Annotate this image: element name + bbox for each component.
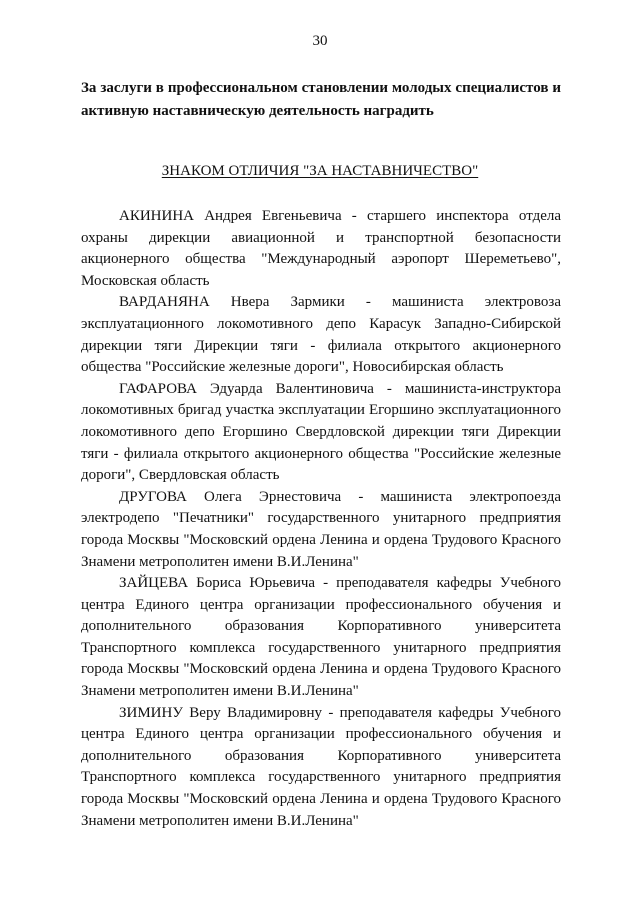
recipient-item: АКИНИНА Андрея Евгеньевича - старшего инспектора отдела охраны дирекции авиационной и транспортной безопасности акционерного общества "Международный аэропорт Шереметьево", Московская область bbox=[81, 208, 561, 289]
recipient-item: ЗАЙЦЕВА Бориса Юрьевича - преподавателя кафедры Учебного центра Единого центра организации профессионального обучения и дополнительного образования Корпоративного университета Транспортного комплекса государственного унитарного предприятия города Москвы "Московский ордена Ленина и ордена Трудового Красного Знамени метрополитен имени В.И.Ленина" bbox=[81, 575, 561, 700]
intro-paragraph: За заслуги в профессиональном становлении молодых специалистов и активную наставническую деятельность наградить bbox=[81, 80, 561, 119]
recipient-item: ЗИМИНУ Веру Владимировну - преподавателя кафедры Учебного центра Единого центра организации профессионального обучения и дополнительного образования Корпоративного университета Транспортного комплекса государственного унитарного предприятия города Москвы "Московский ордена Ленина и ордена Трудового Красного Знамени метрополитен имени В.И.Ленина" bbox=[81, 704, 561, 829]
page-number: 30 bbox=[312, 33, 328, 49]
recipient-item: ДРУГОВА Олега Эрнестовича - машиниста электропоезда электродепо "Печатники" государственного унитарного предприятия города Москвы "Московский ордена Ленина и ордена Трудового Красного Знамени метрополитен имени В.И.Ленина" bbox=[81, 488, 561, 570]
recipient-item: ГАФАРОВА Эдуарда Валентиновича - машиниста-инструктора локомотивных бригад участка эксплуатации Егоршино эксплуатационного локомотивного депо Егоршино Свердловской дирекции тяги Дирекции тяги - филиала открытого акционерного общества "Российские железные дороги", Свердловская область bbox=[81, 380, 561, 484]
award-title: ЗНАКОМ ОТЛИЧИЯ "ЗА НАСТАВНИЧЕСТВО" bbox=[161, 163, 479, 179]
recipient-item: ВАРДАНЯНА Нвера Зармики - машиниста электровоза эксплуатационного локомотивного депо Карасук Западно-Сибирской дирекции тяги Дирекции тяги - филиала открытого акционерного общества "Российские железные дороги", Новосибирская область bbox=[81, 294, 561, 376]
recipient-list bbox=[81, 206, 561, 832]
